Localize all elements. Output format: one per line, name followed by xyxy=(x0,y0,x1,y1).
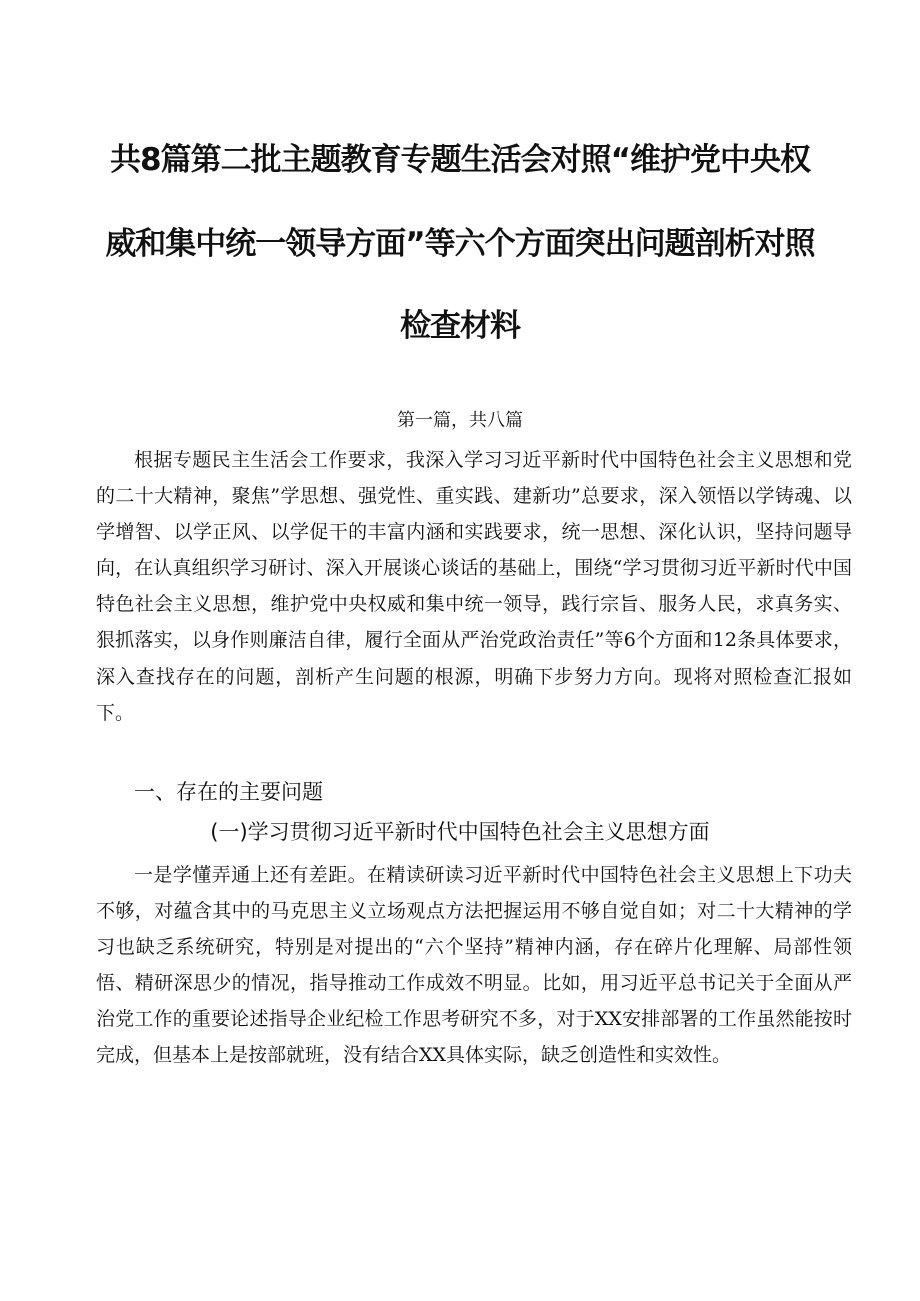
document-title-line-2: 威和集中统一领导方面”等六个方面突出问题剖析对照 xyxy=(105,226,815,262)
section-heading: 一、存在的主要问题 xyxy=(134,780,323,804)
body-paragraph: 一是学懂弄通上还有差距。在精读研读习近平新时代中国特色社会主义思想上下功夫不够，对蕴含其中的马克思主义立场观点方法把握运用不够自觉自如；对二十大精神的学习也缺乏系统研究，特别是对提出的“六个坚持”精神内涵，存在碎片化理解、局部性领悟、精研深思少的情况，指导推动工作成效不明显。比如，用习近平总书记关于全面从严治党工作的重要论述指导企业纪检工作思考研究不多，对于XX安排部署的工作虽然能按时完成，但基本上是按部就班，没有结合XX具体实际，缺乏创造性和实效性。 xyxy=(96,864,852,1067)
document-title-line-1: 共8篇第二批主题教育专题生活会对照“维护党中央权 xyxy=(110,142,810,178)
subsection-heading: (一)学习贯彻习近平新时代中国特色社会主义思想方面 xyxy=(210,820,710,844)
document-title-line-3: 检查材料 xyxy=(400,308,520,344)
intro-paragraph: 根据专题民主生活会工作要求，我深入学习习近平新时代中国特色社会主义思想和党的二十大精神，聚焦”学思想、强党性、重实践、建新功”总要求，深入领悟以学铸魂、以学增智、以学正风、以学促干的丰富内涵和实践要求，统一思想、深化认识，坚持问题导向，在认真组织学习研讨、深入开展谈心谈话的基础上，围绕“学习贯彻习近平新时代中国特色社会主义思想，维护党中央权威和集中统一领导，践行宗旨、服务人民，求真务实、狠抓落实，以身作则廉洁自律，履行全面从严治党政治责任”等6个方面和12条具体要求，深入查找存在的问题，剖析产生问题的根源，明确下步努力方向。现将对照检查汇报如下。 xyxy=(96,449,852,724)
document-subtitle: 第一篇，共八篇 xyxy=(397,410,523,431)
